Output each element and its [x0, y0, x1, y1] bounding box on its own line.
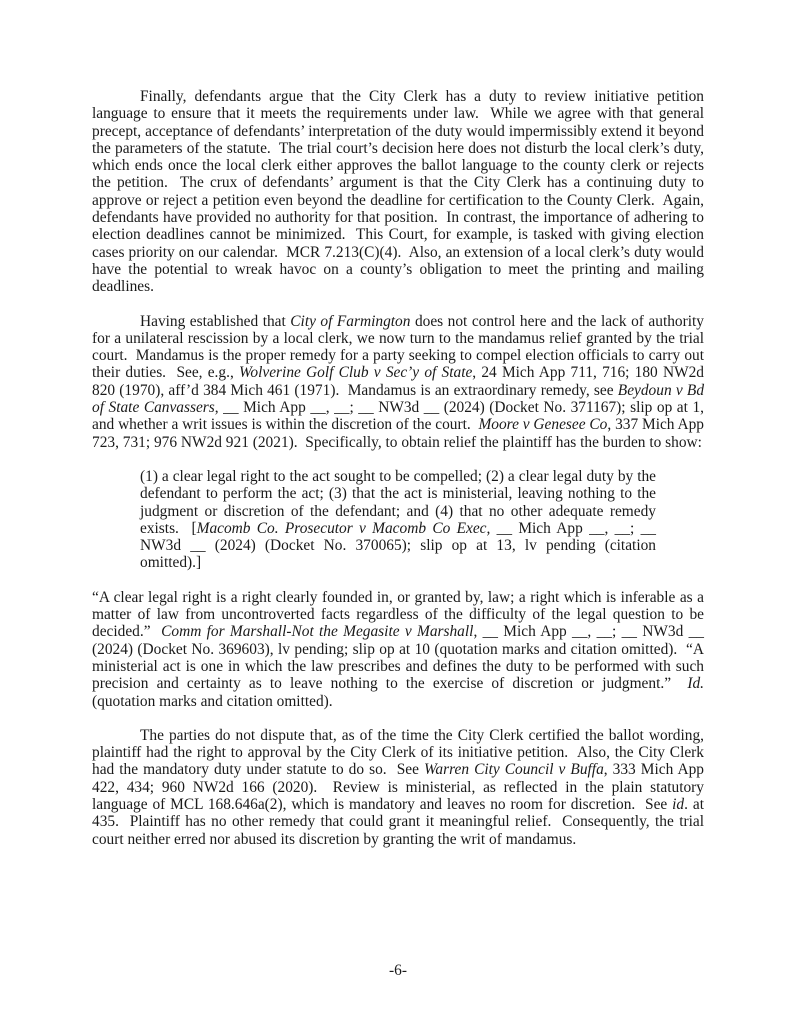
paragraph-clear-legal-right — [92, 589, 704, 710]
text-run: id — [672, 795, 685, 813]
document-body — [92, 88, 704, 865]
text-run: The parties do not dispute that, as of the time the City Clerk certified the ballot wording, plaintiff had the right to approval by the City Clerk of its initiative petition. Also, the City Clerk had the mandatory duty under statute to do so. See — [92, 726, 704, 779]
text-run: , __ Mich App __, __; __ NW3d __ (2024) (Docket No. 371167); slip op at 1, and whether a writ issues is within the discretion of the court. — [92, 399, 704, 434]
text-run: , __ Mich App __, __; __ NW3d __ (2024) (Docket No. 369603), lv pending; slip op at 10 (quotation marks and citation omitted). “A ministerial act is one in which the law prescribes and defines the duty to be performed with such precision and certainty as to leave nothing to the exercise of discretion or judgment.” — [92, 623, 704, 693]
text-run: Wolverine Golf Club v Sec’y of State — [239, 364, 473, 382]
text-run: Moore v Genesee Co — [478, 416, 608, 434]
paragraph-no-dispute — [92, 727, 704, 848]
text-run: Id. — [687, 675, 704, 693]
text-run: “A clear legal right is a right clearly founded in, or granted by, law; a right which is inferable as a matter of law from uncontroverted facts regardless of the difficulty of the legal question to be decided.” — [92, 588, 704, 641]
page-number: -6- — [389, 962, 407, 979]
text-run: does not control here and the lack of authority for a unilateral rescission by a local clerk, we now turn to the mandamus relief granted by the trial court. Mandamus is the proper remedy for a party seeking to compel election officials to carry out their duties. See, e.g., — [92, 312, 704, 382]
text-run: , 24 Mich App 711, 716; 180 NW2d 820 (1970), aff’d 384 Mich 461 (1971). Mandamus is an extraordinary remedy, see — [92, 364, 704, 399]
text-run: __ Mich App __, __; __ NW3d __ (2024) (Docket No. 370065); slip op at 13, lv pending (citation omitted).] — [140, 519, 656, 572]
block-quote-mandamus-elements — [140, 468, 656, 572]
text-run: Comm for Marshall-Not the Megasite v Marshall — [161, 623, 474, 641]
text-run: (quotation marks and citation omitted). — [92, 692, 333, 710]
text-run: , 337 Mich App 723, 731; 976 NW2d 921 (2021). Specifically, to obtain relief the plaintiff has the burden to show: — [92, 416, 705, 451]
text-run: Finally, defendants argue that the City Clerk has a duty to review initiative petition language to ensure that it meets the requirements under law. While we agree with that general precept, acceptance of defendants’ interpretation of the duty would impermissibly extend it beyond the parameters of the statute. The trial court’s decision here does not disturb the local clerk’s duty, which ends once the local clerk either approves the ballot language to the county clerk or rejects the petition. The crux of defendants’ argument is that the City Clerk has a continuing duty to approve or reject a petition even beyond the deadline for certification to the County Clerk. Again, defendants have provided no authority for that position. In contrast, the importance of adhering to election deadlines cannot be minimized. This Court, for example, is tasked with giving election cases priority on our calendar. MCR 7.213(C)(4). Also, an extension of a local clerk’s duty would have the potential to wreak havoc on a county’s obligation to meet the printing and mailing deadlines. — [92, 88, 704, 296]
text-run: Warren City Council v Buffa — [424, 761, 604, 779]
text-run: Beydoun v Bd of State Canvassers — [92, 381, 705, 417]
paragraph-mandamus — [92, 313, 704, 451]
text-run: Having established that — [140, 312, 291, 330]
page-footer — [0, 962, 796, 979]
text-run: City of Farmington — [290, 312, 411, 330]
paragraph-clerk-duty — [92, 88, 704, 296]
text-run: . at 435. Plaintiff has no other remedy that could grant it meaningful relief. Consequently, the trial court neither erred nor abused its discretion by granting the writ of mandamus. — [92, 795, 704, 848]
text-run: (1) a clear legal right to the act sought to be compelled; (2) a clear legal duty by the defendant to perform the act; (3) that the act is ministerial, leaving nothing to the judgment or discretion of the defendant; and (4) that no other adequate remedy exists. [ — [140, 467, 656, 537]
text-run: Macomb Co. Prosecutor v Macomb Co Exec, — [196, 519, 491, 537]
text-run: , 333 Mich App 422, 434; 960 NW2d 166 (2020). Review is ministerial, as reflected in the plain statutory language of MCL 168.646a(2), which is mandatory and leaves no room for discretion. See — [92, 761, 704, 813]
